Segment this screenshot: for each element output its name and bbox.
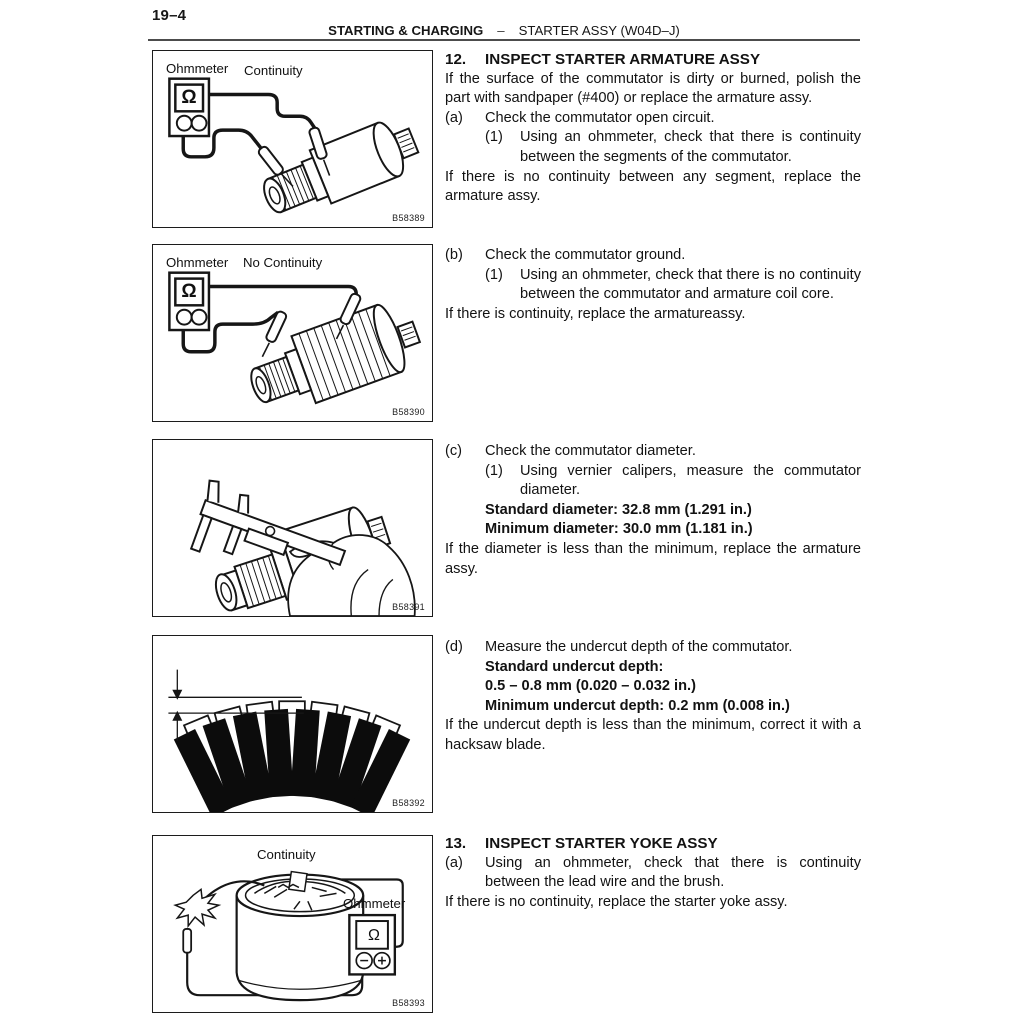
page-number: 19–4 xyxy=(152,7,187,24)
page-header xyxy=(148,23,860,38)
item-label: (a) xyxy=(445,854,463,871)
spec-standard-undercut-range: 0.5 – 0.8 mm (0.020 – 0.032 in.) xyxy=(485,678,696,695)
step-note: If the undercut depth is less than the minimum, correct it with a hacksaw blade. xyxy=(445,717,861,753)
step-intro: If the surface of the commutator is dirty or burned, polish the part with sandpaper (#400) or replace the armature assy. xyxy=(445,70,861,107)
spec-standard-undercut-title: Standard undercut depth: xyxy=(485,658,664,675)
figure-id: B58393 xyxy=(392,998,425,1008)
continuity-label: Continuity xyxy=(244,63,303,78)
spec-standard-diameter: Standard diameter: 32.8 mm (1.291 in.) xyxy=(485,501,752,518)
step-subitem-1 xyxy=(445,128,861,167)
step-subitem-1 xyxy=(445,266,861,305)
step-note: If there is no continuity between any segment, replace the armature assy. xyxy=(445,168,861,205)
ohm-symbol: Ω xyxy=(368,927,380,944)
item-label: (b) xyxy=(445,247,463,263)
step-heading xyxy=(445,834,861,854)
step-12c-block xyxy=(445,442,861,579)
ohm-symbol: Ω xyxy=(181,281,197,302)
subitem-label: (1) xyxy=(485,462,503,479)
step-item-d xyxy=(445,638,861,658)
header-separator: – xyxy=(497,23,505,38)
ohmmeter-label: Ohmmeter xyxy=(166,255,229,270)
undercut-depth-illustration xyxy=(153,636,432,812)
step-subitem-1 xyxy=(445,462,861,501)
step-number: 13. xyxy=(445,835,467,852)
ohm-symbol: Ω xyxy=(181,87,197,108)
lead-wire-clamp xyxy=(175,889,219,926)
item-text: Check the commutator ground. xyxy=(485,247,686,263)
item-text: Check the commutator open circuit. xyxy=(485,109,715,126)
header-rule xyxy=(148,39,860,41)
subitem-label: (1) xyxy=(485,129,503,146)
figure-undercut-depth xyxy=(152,635,433,813)
figure-commutator-open-circuit xyxy=(152,50,433,228)
item-label: (d) xyxy=(445,639,463,655)
no-continuity-label: No Continuity xyxy=(243,255,323,270)
step-item-a xyxy=(445,854,861,893)
figure-id: B58389 xyxy=(392,213,425,223)
step-heading xyxy=(445,50,861,70)
step-note: If the diameter is less than the minimum, replace the armature assy. xyxy=(445,540,861,577)
item-text: Using an ohmmeter, check that there is continuity between the lead wire and the brush. xyxy=(485,854,861,891)
item-label: (c) xyxy=(445,443,463,459)
ohmmeter-label: Ohmmeter xyxy=(166,61,229,76)
figure-id: B58392 xyxy=(392,798,425,808)
header-section: STARTING & CHARGING xyxy=(328,23,484,38)
armature-no-continuity-illustration xyxy=(153,245,432,421)
ohmmeter-label: Ohmmeter xyxy=(343,896,406,911)
continuity-label: Continuity xyxy=(257,847,316,862)
yoke-continuity-illustration xyxy=(153,836,432,1012)
subitem-text: Using vernier calipers, measure the commutator diameter. xyxy=(520,462,861,499)
caliper-measurement-illustration xyxy=(153,440,432,616)
step-item-a xyxy=(445,109,861,129)
subitem-label: (1) xyxy=(485,266,503,283)
header-subsection: STARTER ASSY (W04D–J) xyxy=(518,23,680,38)
step-note: If there is continuity, replace the armatureassy. xyxy=(445,305,746,322)
step-12-block xyxy=(445,50,861,207)
item-text: Measure the undercut depth of the commutator. xyxy=(485,639,793,655)
step-item-b xyxy=(445,246,861,266)
item-text: Check the commutator diameter. xyxy=(485,443,696,459)
figure-id: B58390 xyxy=(392,407,425,417)
spec-minimum-diameter: Minimum diameter: 30.0 mm (1.181 in.) xyxy=(485,521,753,538)
figure-yoke-continuity xyxy=(152,835,433,1013)
figure-commutator-diameter xyxy=(152,439,433,617)
item-label: (a) xyxy=(445,109,463,126)
step-title: INSPECT STARTER ARMATURE ASSY xyxy=(485,51,761,68)
step-number: 12. xyxy=(445,51,467,68)
step-12b-block xyxy=(445,246,861,324)
spec-minimum-undercut: Minimum undercut depth: 0.2 mm (0.008 in.) xyxy=(485,697,790,714)
figure-commutator-ground xyxy=(152,244,433,422)
step-note: If there is no continuity, replace the starter yoke assy. xyxy=(445,893,788,910)
subitem-text: Using an ohmmeter, check that there is no continuity between the commutator and armature coil core. xyxy=(520,266,861,303)
figure-id: B58391 xyxy=(392,602,425,612)
step-12d-block xyxy=(445,638,861,756)
step-13-block xyxy=(445,834,861,912)
step-title: INSPECT STARTER YOKE ASSY xyxy=(485,835,718,852)
subitem-text: Using an ohmmeter, check that there is continuity between the segments of the commutator. xyxy=(520,129,861,165)
step-item-c xyxy=(445,442,861,462)
